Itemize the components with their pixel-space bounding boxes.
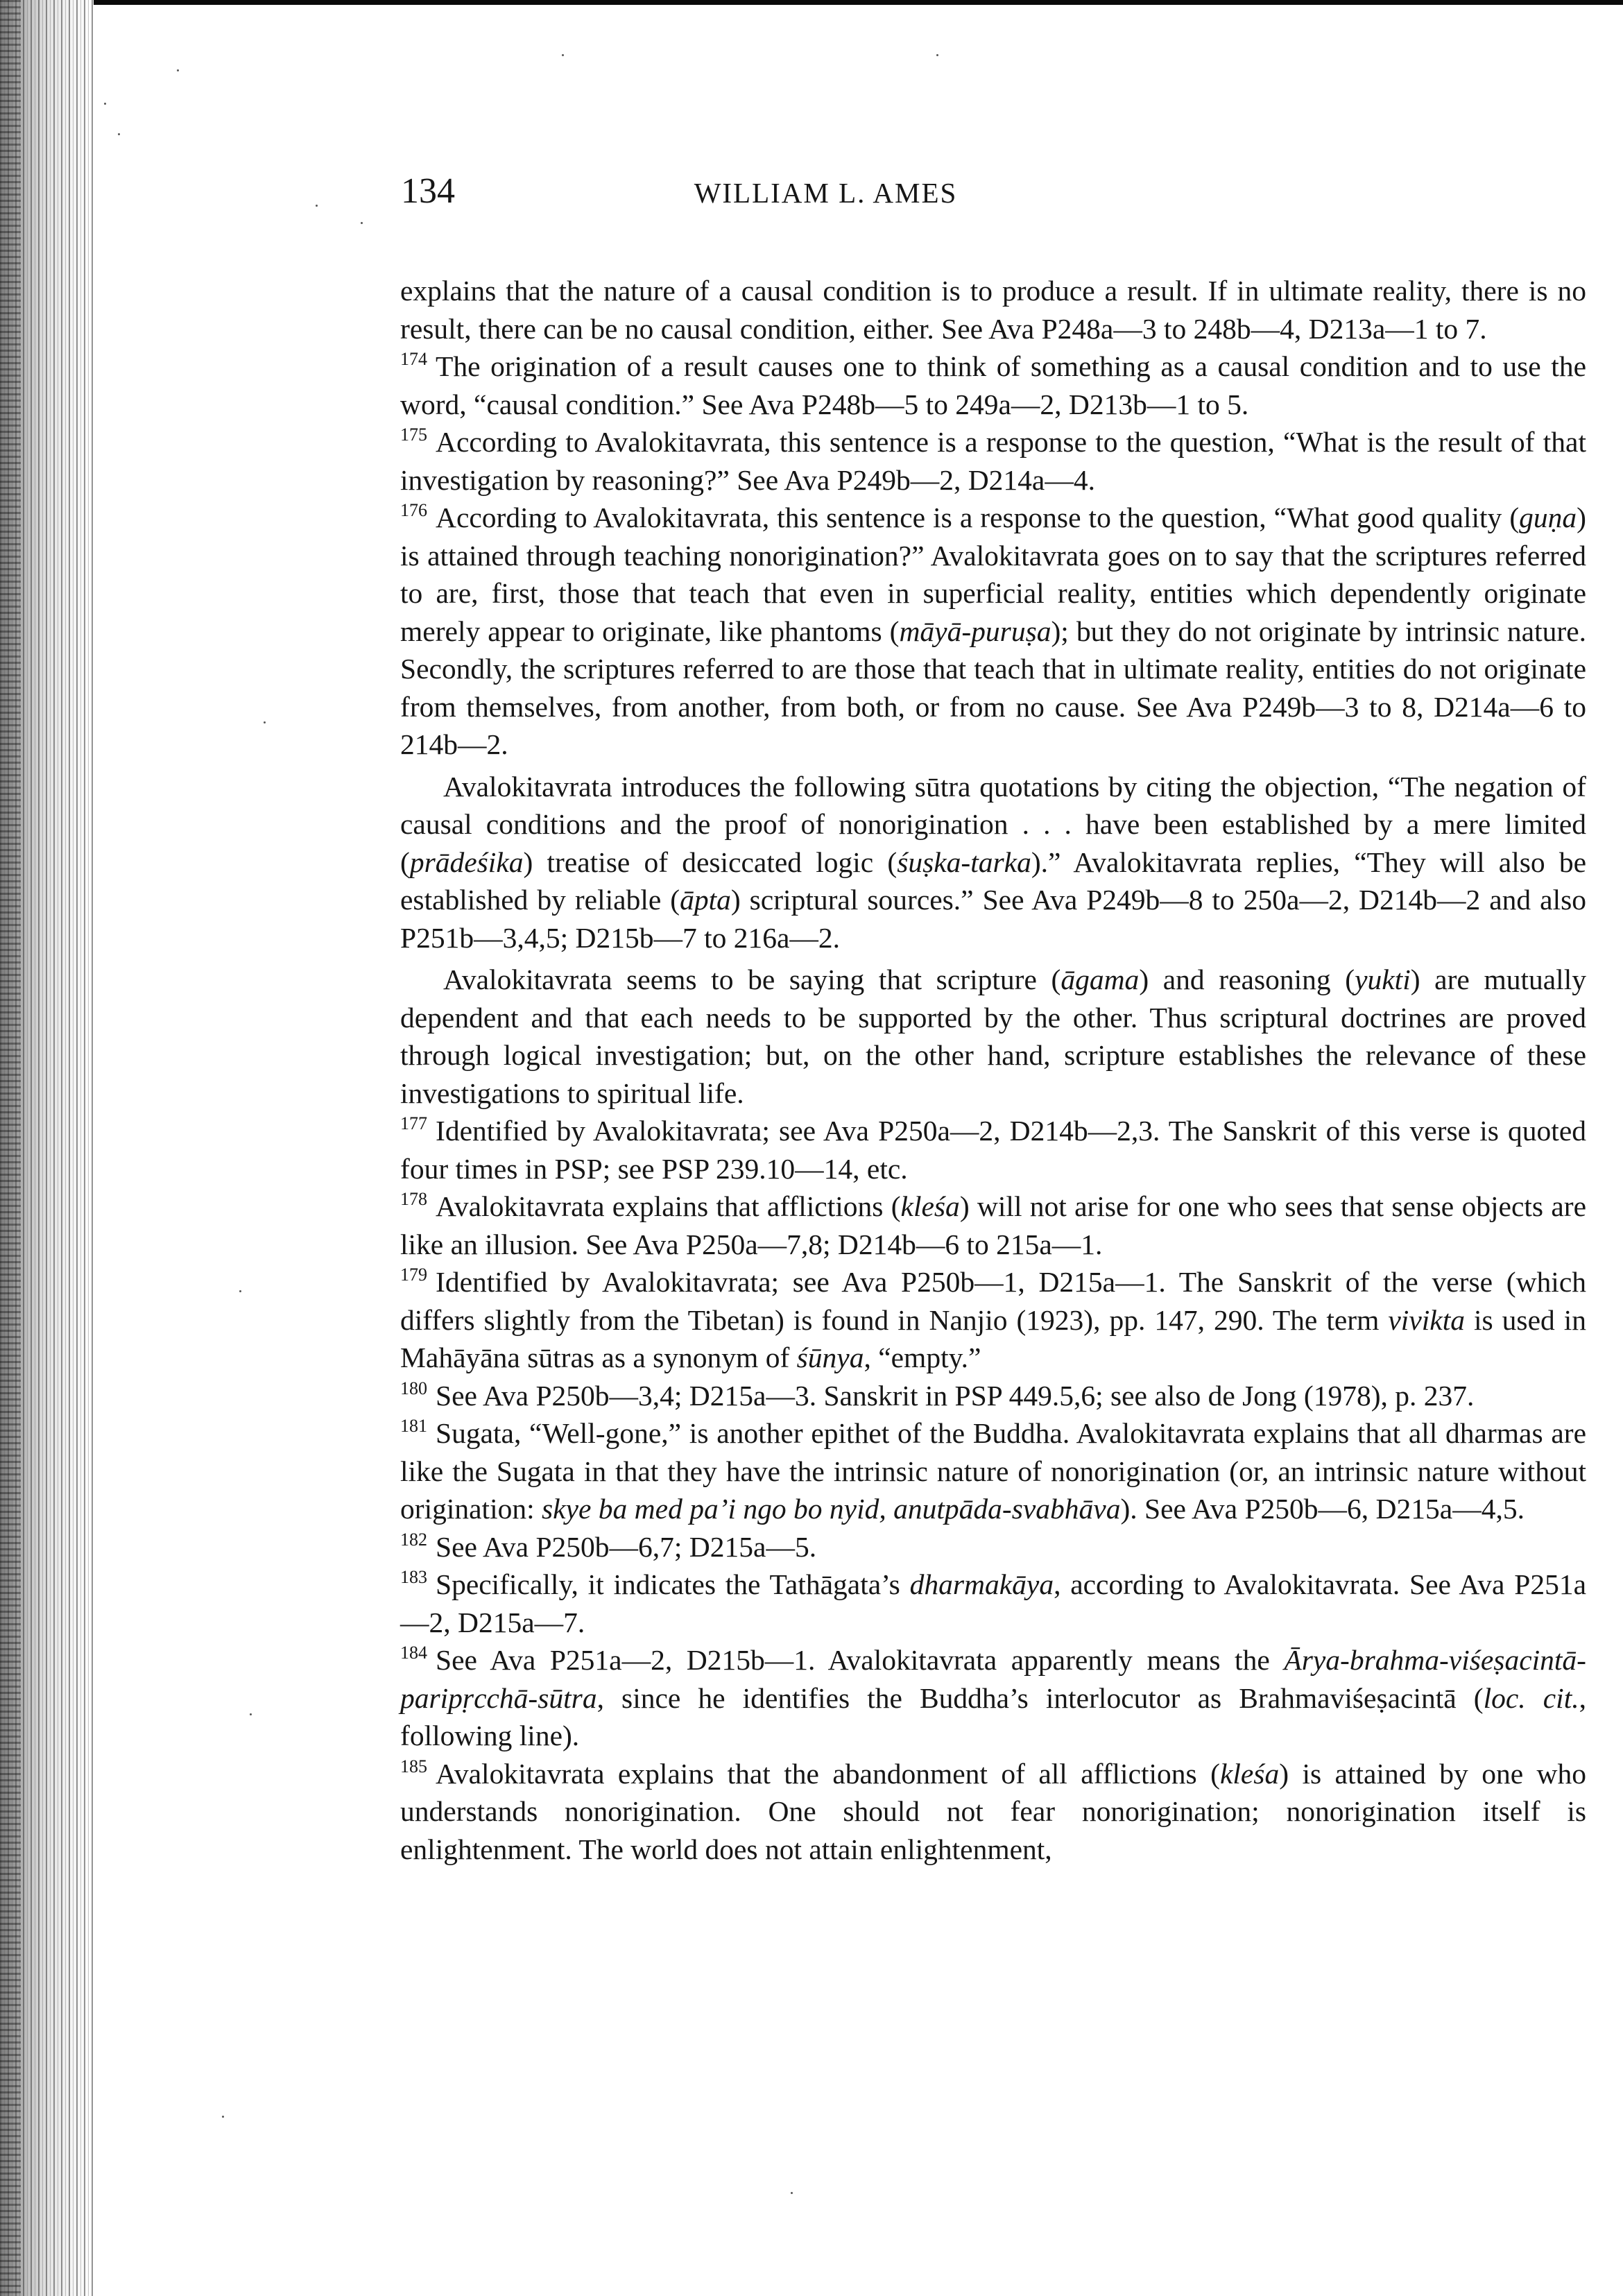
scan-speck: [239, 1290, 241, 1292]
footnote-number: 185: [400, 1756, 427, 1776]
footnote-178: $^{178}$ Avalokitavrata explains that afflictions (kleśa) will not arise for one who sees that sense objects are like an illusion. See Ava P250a—7,8; D214b—6 to 215a—1.: [400, 1189, 1587, 1260]
footnote-number: 180: [400, 1378, 427, 1398]
scan-top-edge: [0, 0, 1623, 5]
scan-speck: [361, 222, 363, 224]
footnote-185: $^{185}$ Avalokitavrata explains that the abandonment of all afflictions (kleśa) is attained by one who understands nonorigination. One should not fear nonorigination; nonorigination itself is enlightenment. The world does not attain enlightenment,: [400, 1756, 1586, 1865]
footnote-number: 184: [400, 1643, 427, 1663]
footnotes-body: [400, 272, 1586, 1868]
commentary-paragraph-1: Avalokitavrata introduces the following sūtra quotations by citing the objection, “The negation of causal conditions and the proof of nonorigination . . . have been established by a mere limited (prādeśika) treatise of desiccated logic (śuṣka-tarka).” Avalokitavrata replies, “They will also be established by reliable (āpta) scriptural sources.” See Ava P249b—8 to 250a—2, D214b—2 and also P251b—3,4,5; D215b—7 to 216a—2.: [400, 770, 1586, 954]
scan-speck: [791, 2192, 793, 2194]
footnote-182: $^{182}$ See Ava P250b—6,7; D215a—5.: [400, 1529, 817, 1563]
footnote-number: 182: [400, 1529, 427, 1550]
footnote-183: $^{183}$ Specifically, it indicates the Tathāgata’s dharmakāya, according to Avalokitavrata. See Ava P251a—2, D215a—7.: [400, 1567, 1586, 1638]
footnote-number: 178: [400, 1189, 427, 1209]
footnote-174: $^{174}$ The origination of a result causes one to think of something as a causal condition and to use the word, “causal condition.” See Ava P248b—5 to 249a—2, D213b—1 to 5.: [400, 349, 1586, 420]
page-header: [401, 171, 1587, 219]
page-number: 134: [401, 171, 455, 211]
footnote-continuation: explains that the nature of a causal condition is to produce a result. If in ultimate reality, there is no result, there can be no causal condition, either. See Ava P248a—3 to 248b—4, D213a—1 to 7.: [400, 275, 1586, 345]
scan-speck: [104, 103, 106, 105]
footnote-181: $^{181}$ Sugata, “Well-gone,” is another epithet of the Buddha. Avalokitavrata explains that all dharmas are like the Sugata in that they have the intrinsic nature of nonorigination (or, an intrinsic nature without origination: skye ba med pa’i ngo bo nyid, anutpāda-svabhāva). See Ava P250b—6, D215a—4,5.: [400, 1416, 1586, 1525]
scan-speck: [562, 54, 564, 56]
footnote-180: $^{180}$ See Ava P250b—3,4; D215a—3. Sanskrit in PSP 449.5,6; see also de Jong (1978), p. 237.: [400, 1378, 1475, 1412]
footnote-184: $^{184}$ See Ava P251a—2, D215b—1. Avalokitavrata apparently means the Ārya-brahma-viśeṣacintā-paripṛcchā-sūtra, since he identifies the Buddha’s interlocutor as Brahmaviśeṣacintā (loc. cit., following line).: [400, 1643, 1586, 1751]
scan-speck: [177, 69, 179, 71]
footnote-176: $^{176}$ According to Avalokitavrata, this sentence is a response to the question, “What good quality (guṇa) is attained through teaching nonorigination?” Avalokitavrata goes on to say that the scriptures referred to are, first, those that teach that even in superficial reality, entities which dependently originate merely appear to originate, like phantoms (māyā-puruṣa); but they do not originate by intrinsic nature. Secondly, the scriptures referred to are those that teach that in ultimate reality, entities do not originate from themselves, from another, from both, or from no cause. See Ava P249b—3 to 8, D214a—6 to 214b—2.: [400, 500, 1586, 760]
footnote-number: 176: [400, 500, 427, 520]
footnote-number: 183: [400, 1567, 427, 1587]
scan-speck: [250, 1713, 252, 1715]
scan-speck: [222, 2116, 224, 2118]
footnote-177: $^{177}$ Identified by Avalokitavrata; see Ava P250a—2, D214b—2,3. The Sanskrit of this verse is quoted four times in PSP; see PSP 239.10—14, etc.: [400, 1113, 1586, 1185]
book-spine-edge: [0, 0, 21, 2296]
scan-speck: [118, 133, 120, 135]
commentary-paragraph-2: Avalokitavrata seems to be saying that scripture (āgama) and reasoning (yukti) are mutually dependent and that each needs to be supported by the other. Thus scriptural doctrines are proved through logical investigation; but, on the other hand, scripture establishes the relevance of these investigations to spiritual life.: [400, 963, 1586, 1109]
footnote-number: 177: [400, 1113, 427, 1133]
scan-speck: [264, 721, 266, 723]
footnote-number: 174: [400, 349, 427, 369]
scan-speck: [936, 54, 938, 56]
footnote-175: $^{175}$ According to Avalokitavrata, this sentence is a response to the question, “What is the result of that investigation by reasoning?” See Ava P249b—2, D214a—4.: [400, 425, 1586, 496]
footnote-number: 179: [400, 1265, 427, 1285]
running-title: WILLIAM L. AMES: [694, 177, 958, 209]
footnote-179: $^{179}$ Identified by Avalokitavrata; see Ava P250b—1, D215a—1. The Sanskrit of the verse (which differs slightly from the Tibetan) is found in Nanjio (1923), pp. 147, 290. The term vivikta is used in Mahāyāna sūtras as a synonym of śūnya, “empty.”: [400, 1265, 1587, 1373]
footnote-number: 175: [400, 425, 427, 445]
scan-speck: [316, 205, 318, 207]
footnote-number: 181: [400, 1416, 427, 1436]
